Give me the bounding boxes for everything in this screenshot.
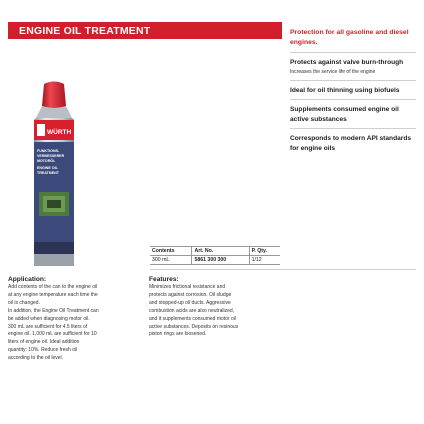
benefit-item [290, 58, 416, 76]
divider [290, 80, 416, 81]
benefit-subtitle: Increases the service life of the engine [290, 68, 376, 75]
can-label-line: MOTORÖL [37, 159, 56, 163]
body-line: engine oil. 1,000 mL are sufficient for 10 [8, 331, 97, 338]
body-line: oil is changed. [8, 299, 40, 306]
body-line: In addition, the Engine Oil Treatment can [8, 307, 99, 314]
table-cell: 300 mL [150, 256, 192, 265]
body-line: Minimizes frictional resistance and [149, 284, 226, 290]
benefit-title: Supplements consumed engine oil active substances [290, 106, 399, 123]
body-line: according to the oil level. [8, 355, 64, 362]
benefit-title: Ideal for oil thinning using biofuels [290, 86, 400, 94]
body-line: active substances. Deposits on resinous [149, 323, 239, 330]
divider [150, 269, 416, 270]
body-line: 300 mL are sufficient for 4.5 liters of [8, 323, 88, 330]
body-line: and it supplements consumed motor oil [149, 315, 236, 322]
benefit-title: Protects against valve burn-through [290, 59, 404, 66]
can-label-line: FUNKTIONS- [37, 149, 60, 153]
section-title: Features: [149, 276, 179, 283]
body-line: Add contents of the can to the engine oil [8, 284, 98, 290]
can-label-line: VERBESSERER [37, 154, 65, 158]
benefits-panel [290, 28, 416, 154]
aerosol-can-icon [30, 80, 78, 270]
spec-table [150, 246, 280, 265]
lead-text: Protection for all gasoline and diesel engines. [290, 29, 409, 46]
body-line: at any engine temperature each time the [8, 291, 98, 298]
features-section [149, 275, 281, 339]
column-header: Contents [150, 247, 192, 256]
table-row [150, 256, 280, 265]
page-title: ENGINE OIL TREATMENT [19, 25, 151, 37]
table-cell: 1/12 [249, 256, 280, 265]
column-header: P. Qty. [249, 247, 280, 256]
benefit-title: Corresponds to modern API standards for engine oils [290, 135, 412, 152]
application-section [8, 275, 140, 363]
body-line: liters of engine oil. Ideal addition [8, 339, 80, 346]
body-line: be added when diagnosing motor oil. [8, 315, 90, 322]
body-line: quantity: 10%. Reduce fresh oil [8, 347, 78, 354]
page-title-bar [8, 22, 282, 39]
divider [290, 99, 416, 100]
divider [290, 128, 416, 129]
body-line: piston rings are loosened. [149, 331, 207, 338]
brand-logo-text: WÜRTH [47, 129, 72, 136]
can-label-line: ENGINE OIL [37, 166, 58, 170]
body-line: and stopped-up oil ducts. Aggressive [149, 299, 231, 306]
column-header: Art. No. [192, 247, 249, 256]
body-line: combustion acids are also neutralized, [149, 307, 235, 314]
product-can-image [30, 80, 78, 270]
body-line: protects against corrosion. Oil sludge [149, 291, 232, 298]
benefit-item [290, 134, 416, 153]
divider [290, 52, 416, 53]
section-title: Application: [8, 276, 47, 283]
benefit-item [290, 86, 416, 96]
can-label-line: TREATMENT [37, 171, 59, 175]
benefit-item [290, 105, 416, 124]
table-cell: 5861 300 300 [192, 256, 249, 265]
